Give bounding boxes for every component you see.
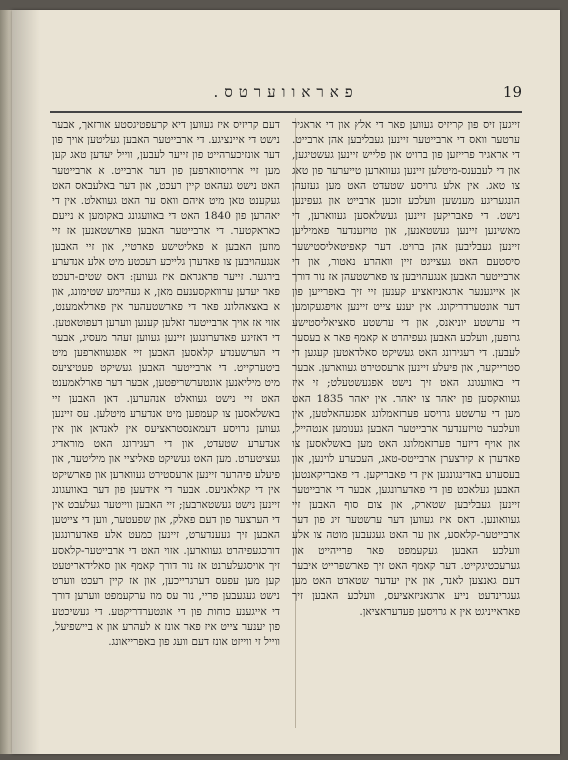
page-number: 19 (502, 83, 522, 101)
text-columns (52, 118, 520, 728)
masthead-title: פאראווערטס. (213, 83, 359, 101)
right-column (292, 118, 520, 728)
page-header (50, 83, 522, 109)
right-column-text: זייגען זיס פון קריזיס געווען פאר די אלץ און די אראגיר ערטער וואס די ארבייטער זיינען געבליבען אהן ארבייט. די אראגיר פרייזען פון ברויט און פלייש זיינען געשטיגען, און די לעבענס-מיטלען זיינען געווארען טייערער פון טאג צו טאג. אין אלע גרויסע שטעדט האט מען געזעהן הונגעריגע מענשען וועלכע זוכען ארבייט און געפינען נישט. די פאבריקען זיינען געשלאסען געווארען, די מאשינען זיינען געשטאנען, און טויזענדער פאמיליען זיינען געבליבען אהן ברויט. דער קאפיטאליסטישער סיסטעם האט געצייגט זיין וואהרע נאטור, און די ארבייטער האבען אנגעהויבען צו פארשטעהן אז נור דורך אן אייגענער ארגאניזאציע קענען זיי זיך באפרייען פון דער אונטערדריקונג. אין יענע צייט זיינען אויפגעקומען די ערשטע יוניאנס, און די ערשטע סאציאליסטישע גרופען, וועלכע האבען געפיהרט א קאמף פאר א בעסער לעבען. די רעגירונג האט געשיקט סאלדאטען קעגען די סטרייקער, און פיעלע זיינען ארעסטירט געווארען. אבער די באוועגונג האט זיך נישט אפגעשטעלט; זי איז געוואקסען פון יאהר צו יאהר. אין יאהר 1835 האט מען די ערשטע גרויסע פערזאמלונג אפגעהאלטען, אין וועלכער טויזענדער ארבייטער האבען גענומען אנטהייל, און אויף דיזער פערזאמלונג האט מען באשלאסען צו פאדערן א קירצערן ארבייטס-טאג, העכערע לוינען, און בעסערע באדינגונגען אין די פאבריקען. די פאבריקאנטען האבען געלאכט פון די פאדערונגען, אבער די ארבייטער זיינען געבליבען שטארק, און צום סוף האבען זיי געוואונען. דאס איז געווען דער ערשטער זיג פון דער ארבייטער-קלאסע, און ער האט געגעבען מוטה צו אלע וועלכע האבען געקעמפט פאר פרייהייט און גערעכטיגקייט. דער קאמף האט זיך פארשפרייט איבער דעם גאנצען לאנד, און אין יעדער שטאדט האט מען געגרינדעט נייע ארגאניזאציעס, וועלכע האבען זיך פאראייניגט אין א גרויסען פעדעראציאן. (292, 119, 520, 618)
left-column (52, 118, 280, 728)
fold-shadow (12, 10, 40, 754)
header-rule (50, 111, 522, 113)
document-page (12, 10, 560, 754)
left-column-text: דעם קריזיס איז געווען דיא קרעפטיגסטע אורזאך, אבער נישט די איינציגע. די ארבייטער האבען געליטען אויך פון דער אונזיכערהייט פון זייער לעבען, ווייל יעדען טאג קען מען זיי ארויסווארפען פון דער ארבייט. א ארבייטער האט נישט געהאט קיין רעכט, און דער באלעבאס האט געקענט טאן מיט איהם וואס ער האט געוואלט. אין די יאהרען פון 1840 האט די באוועגונג באקומען א נייעם כאראקטער. די ארבייטער האבען פארשטאנען אז זיי מוזען האבען א פאליטישע פארטיי, און זיי האבען אנגעהויבען צו פאדערן גלייכע רעכטע מיט אלע אנדערע בירגער. זייער פראגראם איז געווען: דאס שטים-רעכט פאר יעדען ערוואקסענעם מאן, א געהיימע שטימונג, און א באצאהלונג פאר די פארשטעהער אין פארלאמענט, אזוי אז אויך ארבייטער זאלען קענען ווערען דעפוטאטען. די דאזיגע פאדערונגען זיינען געווען זעהר מעסיג, אבער די הערשענדע קלאסען האבען זיי אפגעווארפען מיט ביטערקייט. די ארבייטער האבען געשיקט פעטיציעס מיט מיליאנען אונטערשריפטען, אבער דער פארלאמענט האט זיי נישט געוואלט אנהערען. דאן האבען זיי באשלאסען צו קעמפען מיט אנדערע מיטלען. עס זיינען געווען גרויסע דעמאנסטראציעס אין לאנדאן און אין אנדערע שטעדט, און די רעגירונג האט מוראדיג געציטערט. מען האט געשיקט פאליציי און מיליטער, און פיעלע פיהרער זיינען ארעסטירט געווארען און פארשיקט אין די קאלאניעס. אבער די אידעען פון דער באוועגונג זיינען נישט געשטארבען; זיי האבען ווייטער געלעבט אין די הערצער פון דעם פאלק, און שפעטער, ווען די צייטען האבען זיך געענדערט, זיינען כמעט אלע פאדערונגען דורכגעפיהרט געווארען. אזוי האט די ארבייטער-קלאסע זיך אויסגעלערנט אז נור דורך קאמף און סאלידאריטעט קען מען עפעס דערגרייכען, און אז קיין רעכט ווערט נישט געגעבען פריי, נור עס מוז ערקעמפט ווערען דורך די אייגענע כוחות פון די אונטערדריקטע. די געשיכטע פון יענער צייט איז פאר אונז א לעהרע און א ביישפיעל, ווייל זי ווייזט אונז דעם וועג פון באפרייאונג. (52, 119, 280, 648)
